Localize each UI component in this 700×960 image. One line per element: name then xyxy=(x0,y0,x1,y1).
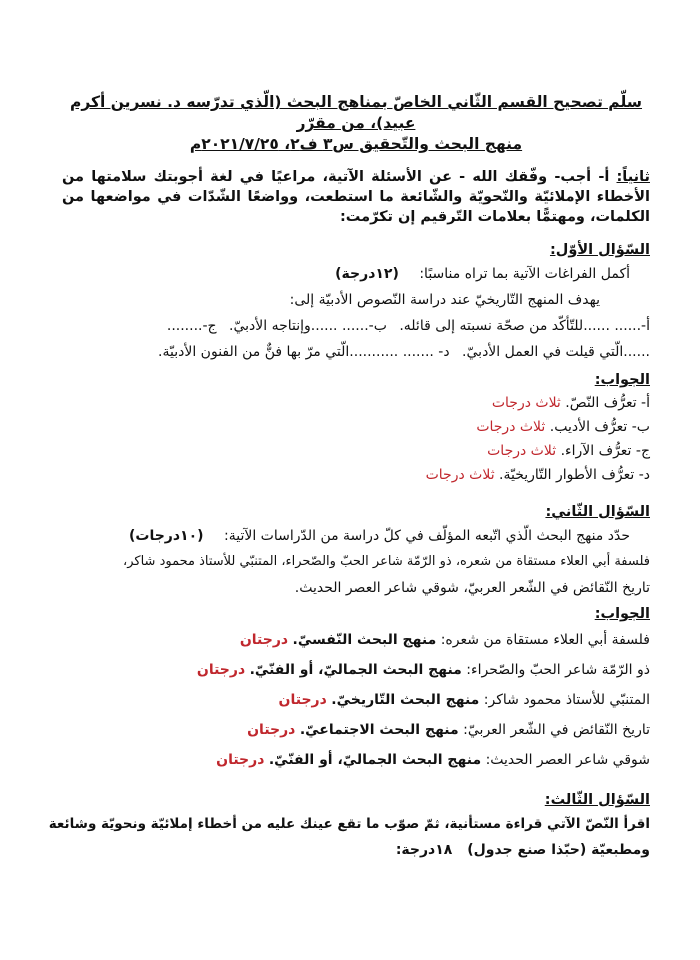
q3-heading: السّؤال الثّالث: xyxy=(544,792,650,808)
q2-answer-5: شوقي شاعر العصر الحديث: منهج البحث الجماليّ، أو الفنّيّ. درجتان xyxy=(216,752,650,768)
q1-marks: (١٢درجة) xyxy=(335,266,399,282)
q2-answer-heading: الجواب: xyxy=(594,606,650,622)
q3-instruction-end: ومطبعيّة (حبّذا صنع جدول) xyxy=(467,842,650,858)
q1-blanks-line-1 xyxy=(62,313,650,339)
q2-marks: (١٠درجات) xyxy=(128,528,204,544)
mark-label: درجتان xyxy=(247,722,296,738)
q1-answers xyxy=(62,391,650,487)
q1-instruction-line xyxy=(62,261,650,287)
mark-label: درجتان xyxy=(196,662,246,678)
q2-studies-line-1: فلسفة أبي العلاء مستقاة من شعره، ذو الرّمّة شاعر الحبّ والصّحراء، المتنبّي للأستاذ محمود شاكر، xyxy=(123,554,650,569)
q2-instruction-line xyxy=(62,523,650,549)
q2-answers xyxy=(62,625,650,775)
q2-heading: السّؤال الثّاني: xyxy=(545,504,650,520)
q1-blank-a: أ-...... ......للتّأكّد من صحّة نسبته إلى قائله. xyxy=(399,318,650,334)
q1-blank-d: د- ....... ...........الّتي مرّ بها فنٌّ من الفنون الأدبيّة. xyxy=(158,344,450,360)
q1-blank-c: ج-........ xyxy=(166,318,217,334)
title-line-2: منهج البحث والتّحقيق س٣ ف٢، ٢٠٢١/٧/٢٥م xyxy=(189,135,523,153)
q1-answer-c: ج- تعرُّف الآراء. ثلاث درجات xyxy=(487,443,650,459)
document-title xyxy=(62,92,650,155)
title-line-1: سلّم تصحيح القسم الثّاني الخاصّ بمناهج البحث (الّذي تدرّسه د. نسرين أكرم عبيد)، من مقرّر xyxy=(69,93,643,132)
q2-answer-2: ذو الرّمّة شاعر الحبّ والصّحراء: منهج البحث الجماليّ، أو الفنّيّ. درجتان xyxy=(196,662,650,678)
mark-label: درجتان xyxy=(239,632,289,648)
section-lead: ثانياً: xyxy=(616,169,650,185)
mark-label: ثلاث درجات xyxy=(487,443,557,459)
q2-answer-1: فلسفة أبي العلاء مستقاة من شعره: منهج البحث النّفسيّ. درجتان xyxy=(239,632,650,648)
q3-line-1: اقرأ النّصّ الآتي قراءة مستأنية، ثمّ صوّب ما تقع عينك عليه من أخطاء إملائيّة ونحويّة وشائعة xyxy=(48,816,650,832)
q1-answer-b: ب- تعرُّف الأديب. ثلاث درجات xyxy=(476,419,650,435)
q2-answer-4: تاريخ النّقائض في الشّعر العربيّ: منهج البحث الاجتماعيّ. درجتان xyxy=(247,722,650,738)
q3-marks: ١٨درجة: xyxy=(395,842,453,858)
q1-blank-c-cont: ......الّتي قيلت في العمل الأدبيّ. xyxy=(462,344,650,360)
q2-instruction: حدّد منهج البحث الّذي اتّبعه المؤلّف في كلّ دراسة من الدّراسات الآتية: xyxy=(224,528,630,544)
q1-instruction: أكمل الفراغات الآتية بما تراه مناسبًا: xyxy=(419,266,630,282)
instructions-text: أ- أجب- وفّقك الله - عن الأسئلة الآتية، مراعيًا في لغة أجوبتك سلامتها من الأخطاء الإملائيّة والنّحويّة والشّائعة ما استطعت، وواضعًا الشّدّات في مواضعها من الكلمات، ومهتمًّا بعلامات التّرقيم إن تكرّمت: xyxy=(62,169,650,225)
mark-label: درجتان xyxy=(278,692,327,708)
q1-blanks-line-2 xyxy=(62,339,650,365)
q1-heading: السّؤال الأوّل: xyxy=(549,242,650,258)
q1-blank-b: ب-...... ......وإنتاجه الأدبيّ. xyxy=(229,318,387,334)
q1-stem: يهدف المنهج التّاريخيّ عند دراسة النّصوص الأدبيّة إلى: xyxy=(289,292,600,308)
instructions-paragraph xyxy=(62,167,650,227)
mark-label: ثلاث درجات xyxy=(476,419,546,435)
mark-label: درجتان xyxy=(216,752,265,768)
q1-answer-d: د- تعرُّف الأطوار التّاريخيّة. ثلاث درجات xyxy=(425,467,650,483)
q1-answer-heading: الجواب: xyxy=(594,372,650,388)
q2-answer-3: المتنبّي للأستاذ محمود شاكر: منهج البحث التّاريخيّ. درجتان xyxy=(278,692,650,708)
q2-studies-line-2: تاريخ النّقائض في الشّعر العربيّ، شوقي شاعر العصر الحديث. xyxy=(294,580,650,596)
q1-answer-a: أ- تعرُّف النّصّ. ثلاث درجات xyxy=(491,395,650,411)
mark-label: ثلاث درجات xyxy=(491,395,561,411)
mark-label: ثلاث درجات xyxy=(425,467,495,483)
q3-line-2 xyxy=(62,837,650,863)
